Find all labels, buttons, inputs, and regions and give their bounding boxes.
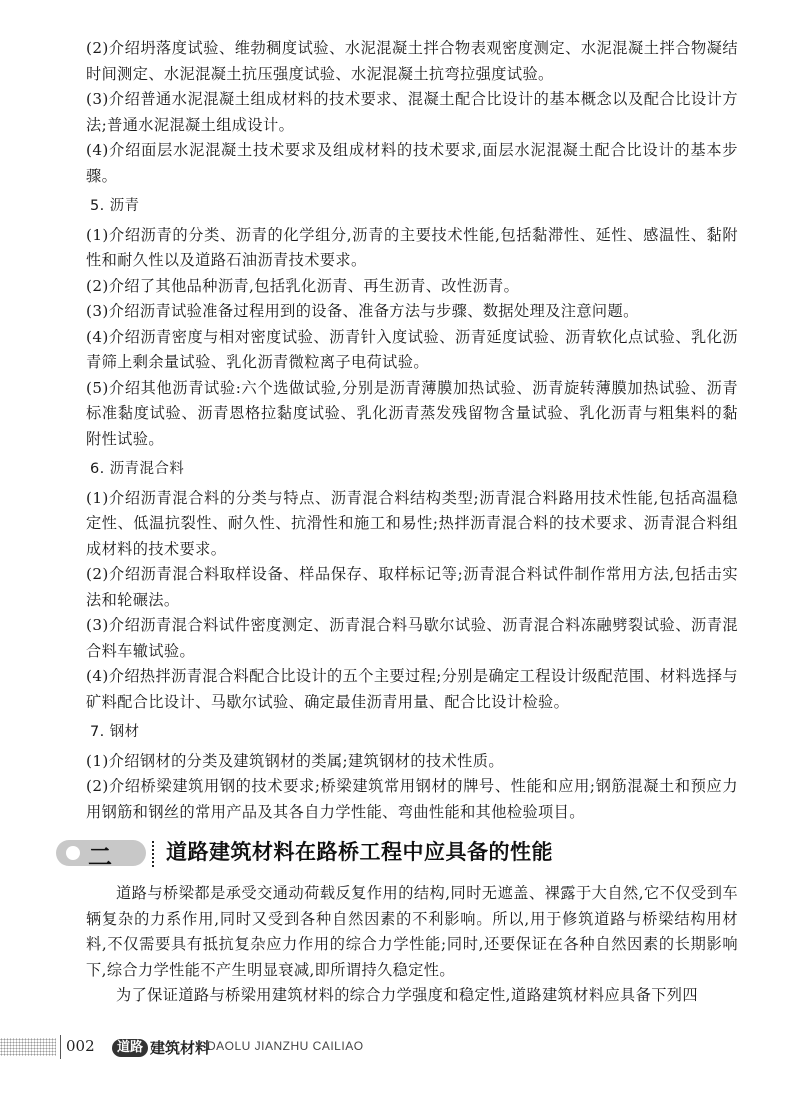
bullet-circle-icon: [66, 846, 80, 860]
logo-text: 建筑材料: [150, 1039, 211, 1057]
list-item: (1)介绍钢材的分类及建筑钢材的类属;建筑钢材的技术性质。: [86, 751, 504, 770]
dot-pattern: [0, 1038, 56, 1056]
footer-divider: [60, 1035, 61, 1059]
list-item: (5)介绍其他沥青试验:六个选做试验,分别是沥青薄膜加热试验、沥青旋转薄膜加热试验、沥青标准黏度试验、沥青恩格拉黏度试验、乳化沥青蒸发残留物含量试验、乳化沥青与粗集料的黏附性试验。: [86, 378, 738, 448]
list-item: (2)介绍桥梁建筑用钢的技术要求;桥梁建筑常用钢材的牌号、性能和应用;钢筋混凝土和预应力用钢筋和钢丝的常用产品及其各自力学性能、弯曲性能和其他检验项目。: [86, 777, 738, 821]
section-header: [56, 835, 746, 869]
book-logo: [112, 1037, 210, 1058]
book-title-pinyin: DAOLU JIANZHU CAILIAO: [207, 1039, 364, 1053]
list-item: (4)介绍沥青密度与相对密度试验、沥青针入度试验、沥青延度试验、沥青软化点试验、乳化沥青筛上剩余量试验、乳化沥青微粒离子电荷试验。: [86, 327, 738, 371]
list-item: (3)介绍普通水泥混凝土组成材料的技术要求、混凝土配合比设计的基本概念以及配合比设计方法;普通水泥混凝土组成设计。: [86, 90, 738, 134]
page-number: 002: [66, 1037, 95, 1055]
section-number: 二: [88, 843, 112, 871]
subsection-heading: 5. 沥青: [90, 198, 140, 214]
page-content: [86, 36, 738, 1009]
list-item: (2)介绍坍落度试验、维勃稠度试验、水泥混凝土拌合物表观密度测定、水泥混凝土拌合物凝结时间测定、水泥混凝土抗压强度试验、水泥混凝土抗弯拉强度试验。: [86, 39, 738, 83]
list-item: (3)介绍沥青混合料试件密度测定、沥青混合料马歇尔试验、沥青混合料冻融劈裂试验、沥青混合料车辙试验。: [86, 616, 738, 660]
list-item: (3)介绍沥青试验准备过程用到的设备、准备方法与步骤、数据处理及注意问题。: [86, 302, 639, 320]
list-item: (4)介绍热拌沥青混合料配合比设计的五个主要过程;分别是确定工程设计级配范围、材料选择与矿料配合比设计、马歇尔试验、确定最佳沥青用量、配合比设计检验。: [86, 667, 738, 711]
list-item: (4)介绍面层水泥混凝土技术要求及组成材料的技术要求,面层水泥混凝土配合比设计的基本步骤。: [86, 141, 738, 185]
list-item: (1)介绍沥青混合料的分类与特点、沥青混合料结构类型;沥青混合料路用技术性能,包括高温稳定性、低温抗裂性、耐久性、抗滑性和施工和易性;热拌沥青混合料的技术要求、沥青混合料组成材料的技术要求。: [86, 488, 738, 558]
list-item: (2)介绍了其他品种沥青,包括乳化沥青、再生沥青、改性沥青。: [86, 276, 520, 295]
subsection-heading: 7. 钢材: [90, 724, 140, 740]
logo-badge: 道路: [112, 1039, 148, 1057]
outline-list: [86, 36, 738, 825]
page-footer: [0, 1032, 790, 1062]
section-title: 道路建筑材料在路桥工程中应具备的性能: [166, 840, 553, 864]
list-item: (2)介绍沥青混合料取样设备、样品保存、取样标记等;沥青混合料试件制作常用方法,包括击实法和轮碾法。: [86, 565, 738, 609]
subsection-heading: 6. 沥青混合料: [90, 461, 185, 477]
dotted-divider: [152, 841, 154, 867]
body-paragraph: 道路与桥梁都是承受交通动荷载反复作用的结构,同时无遮盖、裸露于大自然,它不仅受到车辆复杂的力系作用,同时又受到各种自然因素的不利影响。所以,用于修筑道路与桥梁结构用材料,不仅需要具有抵抗复杂应力作用的综合力学性能;同时,还要保证在各种自然因素的长期影响下,综合力学性能不产生明显衰减,即所谓持久稳定性。: [86, 884, 738, 979]
body-paragraph: 为了保证道路与桥梁用建筑材料的综合力学强度和稳定性,道路建筑材料应具备下列四: [116, 986, 698, 1004]
list-item: (1)介绍沥青的分类、沥青的化学组分,沥青的主要技术性能,包括黏滞性、延性、感温性、黏附性和耐久性以及道路石油沥青技术要求。: [86, 225, 738, 269]
